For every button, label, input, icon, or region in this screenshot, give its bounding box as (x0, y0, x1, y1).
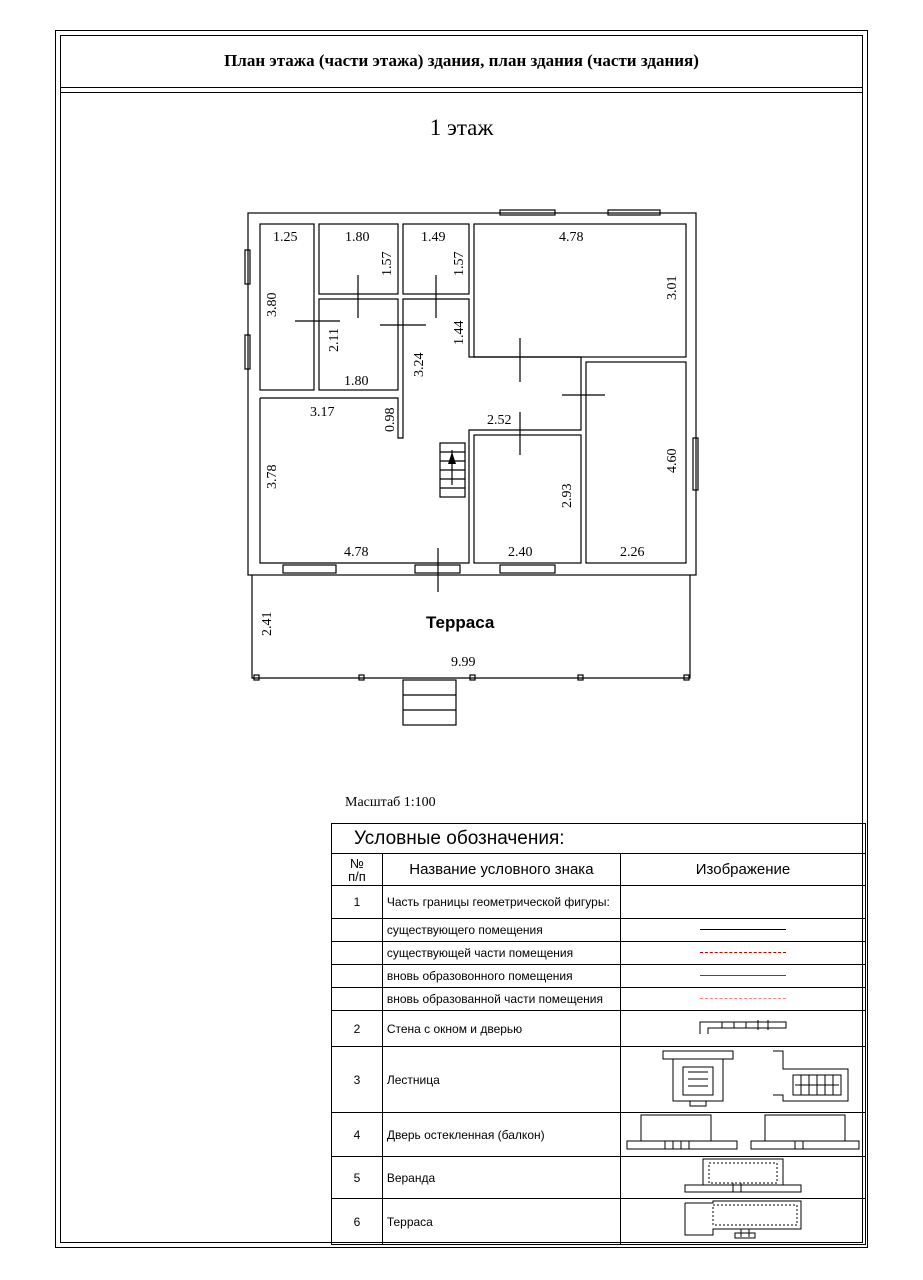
legend-row (332, 1113, 866, 1157)
terrace-label: Терраса (426, 613, 495, 632)
legend-image (621, 1011, 866, 1047)
window-bottom-2 (500, 565, 555, 573)
legend-num (332, 942, 383, 965)
dim-9-99: 9.99 (451, 655, 476, 670)
legend-row (332, 886, 866, 919)
legend-title: Условные обозначения: (332, 824, 866, 854)
legend-num: 4 (332, 1113, 383, 1157)
entrance-steps (403, 680, 456, 725)
legend-name: Дверь остекленная (балкон) (382, 1113, 620, 1157)
legend-num: 5 (332, 1157, 383, 1199)
dim-0-98: 0.98 (383, 407, 398, 432)
legend-row (332, 1047, 866, 1113)
dim-1-80-top: 1.80 (345, 230, 370, 245)
legend-num: 3 (332, 1047, 383, 1113)
legend-name: вновь образованной части помещения (382, 988, 620, 1011)
legend-col-image: Изображение (621, 854, 866, 886)
dim-4-78-top: 4.78 (559, 230, 584, 245)
dim-1-80-low: 1.80 (344, 374, 369, 389)
legend-row (332, 1011, 866, 1047)
legend-num (332, 988, 383, 1011)
legend-num: 2 (332, 1011, 383, 1047)
veranda-icon (683, 1157, 803, 1193)
dim-2-41: 2.41 (260, 611, 275, 636)
legend-name: Стена с окном и дверью (382, 1011, 620, 1047)
dashed-red-line-icon (700, 952, 786, 953)
legend-row (332, 1157, 866, 1199)
stairs-legend-icon (633, 1047, 853, 1107)
dim-4-60: 4.60 (665, 448, 680, 473)
legend-image (621, 988, 866, 1011)
legend-image (621, 965, 866, 988)
legend-image (621, 1047, 866, 1113)
dim-4-78-bottom: 4.78 (344, 545, 369, 560)
dim-3-78: 3.78 (265, 464, 280, 489)
legend-row (332, 965, 866, 988)
dim-1-44: 1.44 (452, 320, 467, 345)
legend-row (332, 1199, 866, 1245)
legend-name: Терраса (382, 1199, 620, 1245)
dim-2-26: 2.26 (620, 545, 645, 560)
legend-name: вновь образовонного помещения (382, 965, 620, 988)
wall-window-door-icon (698, 1016, 788, 1036)
glazed-door-icon (625, 1113, 861, 1151)
legend-table (331, 823, 866, 1245)
dim-2-52: 2.52 (487, 413, 512, 428)
legend-image (621, 886, 866, 919)
legend-name: Веранда (382, 1157, 620, 1199)
legend-row (332, 942, 866, 965)
solid-line-icon (700, 929, 786, 930)
legend-col-num: № п/п (332, 854, 383, 886)
scale-label: Масштаб 1:100 (345, 795, 436, 810)
room-8-hall (260, 299, 581, 563)
legend-row (332, 988, 866, 1011)
legend-name: Лестница (382, 1047, 620, 1113)
legend-num (332, 965, 383, 988)
solid-red-line-icon (700, 975, 786, 976)
dim-2-11: 2.11 (327, 328, 342, 352)
window-bottom-1 (283, 565, 336, 573)
stairs-arrow-icon (448, 452, 456, 464)
page-title: План этажа (части этажа) здания, план здания (части здания) (60, 35, 863, 88)
legend-num: 6 (332, 1199, 383, 1245)
legend-image (621, 942, 866, 965)
dim-2-40: 2.40 (508, 545, 533, 560)
dim-3-01: 3.01 (665, 275, 680, 300)
legend-row (332, 919, 866, 942)
legend-col-name: Название условного знака (382, 854, 620, 886)
dim-1-25: 1.25 (273, 230, 298, 245)
legend-num (332, 919, 383, 942)
legend-name: Часть границы геометрической фигуры: (382, 886, 620, 919)
floor-label: 1 этаж (429, 115, 494, 140)
dim-1-57-a: 1.57 (380, 251, 395, 276)
dim-3-24: 3.24 (412, 352, 427, 377)
legend-name: существующего помещения (382, 919, 620, 942)
legend-image (621, 1113, 866, 1157)
legend-image (621, 1157, 866, 1199)
legend-num: 1 (332, 886, 383, 919)
dim-2-93: 2.93 (560, 483, 575, 508)
legend-name: существующей части помещения (382, 942, 620, 965)
dim-1-57-b: 1.57 (452, 251, 467, 276)
dim-3-17: 3.17 (310, 405, 335, 420)
terrace-icon (683, 1199, 803, 1239)
dashed-pink-line-icon (700, 998, 786, 999)
legend-image (621, 919, 866, 942)
dim-1-49: 1.49 (421, 230, 446, 245)
legend-image (621, 1199, 866, 1245)
outer-wall (248, 213, 696, 575)
dim-3-80: 3.80 (265, 292, 280, 317)
